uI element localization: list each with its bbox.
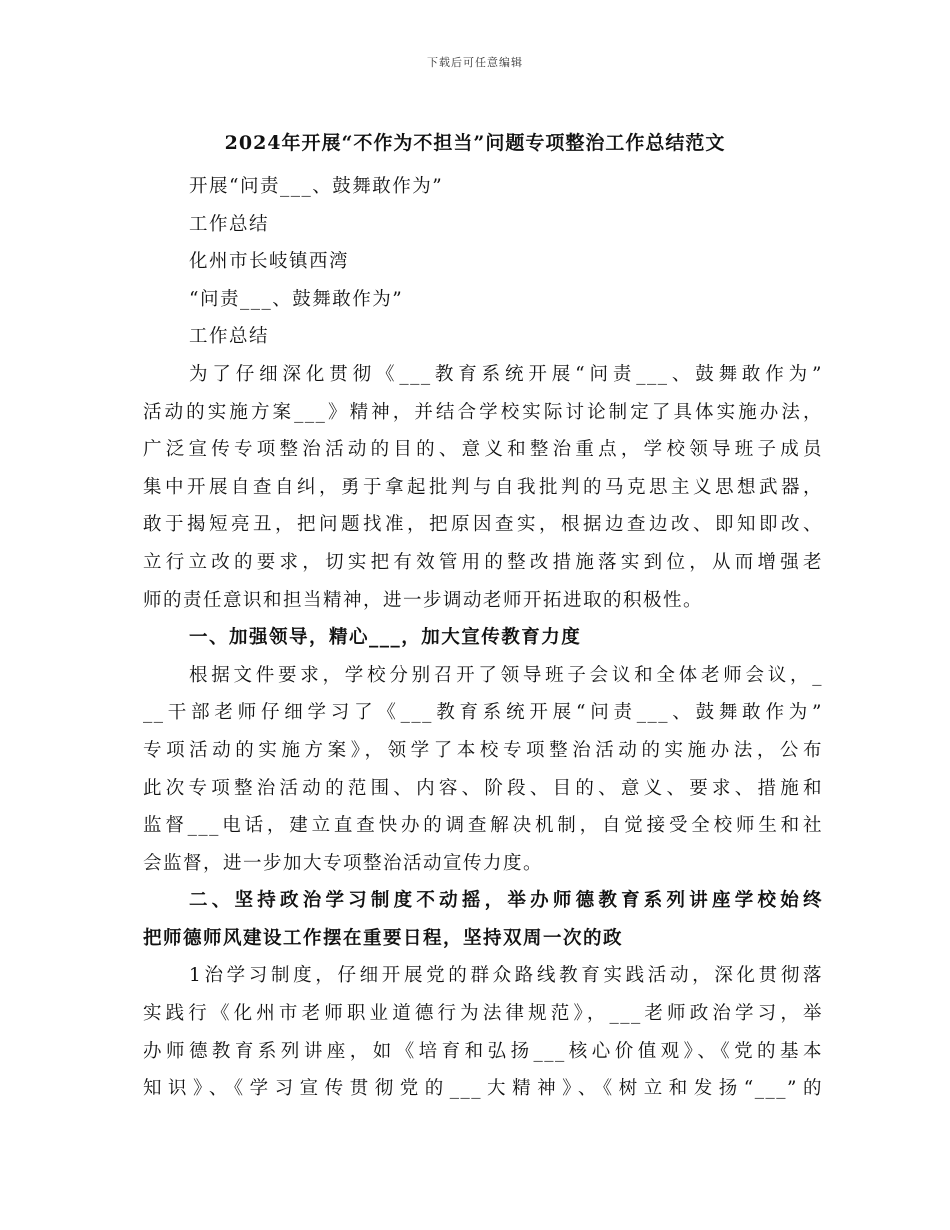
paragraph-line: 活动的实施方案___》精神，并结合学校实际讨论制定了具体实施办法， [143,401,823,423]
paragraph-line: 化州市长岐镇西湾 [189,251,350,273]
paragraph-line: 实践行《化州市老师职业道德行为法律规范》，___老师政治学习，举 [143,1003,823,1025]
section-heading-line: 一、加强领导，精心___，加大宣传教育力度 [189,627,582,649]
paragraph-line: 师的责任意识和担当精神，进一步调动老师开拓进取的积极性。 [143,589,704,611]
section-heading-line: 把师德师风建设工作摆在重要日程，坚持双周一次的政 [143,927,624,949]
paragraph-line: 开展“问责___、鼓舞敢作为” [189,176,444,197]
paragraph-line: 知识》、《学习宣传贯彻党的___大精神》、《树立和发扬“___”的 [143,1078,823,1100]
document-body [143,168,823,1108]
paragraph-line: 为了仔细深化贯彻《___教育系统开展“问责___、鼓舞敢作为” [189,363,823,385]
paragraph-line: 广泛宣传专项整治活动的目的、意义和整治重点，学校领导班子成员 [143,439,823,461]
paragraph-line: 此次专项整治活动的范围、内容、阶段、目的、意义、要求、措施和 [143,777,823,799]
document-title: 2024年开展“不作为不担当”问题专项整治工作总结范文 [224,132,726,154]
paragraph-line: 工作总结 [189,213,270,235]
paragraph-line: “问责___、鼓舞敢作为” [189,288,404,310]
paragraph-line: 办师德教育系列讲座，如《培育和弘扬___核心价值观》、《党的基本 [143,1040,823,1062]
paragraph-line: 监督___电话，建立直查快办的调查解决机制，自觉接受全校师生和社 [143,815,823,837]
paragraph-line: 工作总结 [189,326,270,348]
paragraph-line: 专项活动的实施方案》，领学了本校专项整治活动的实施办法，公布 [143,739,823,761]
paragraph-line: 立行立改的要求，切实把有效管用的整改措施落实到位，从而增强老 [143,551,823,573]
paragraph-line: __干部老师仔细学习了《___教育系统开展“问责___、鼓舞敢作为” [143,702,823,724]
paragraph-line: 集中开展自查自纠，勇于拿起批判与自我批判的马克思主义思想武器， [143,476,823,498]
section-heading-line: 二、坚持政治学习制度不动摇，举办师德教育系列讲座学校始终 [189,890,823,912]
header-note: 下载后可任意编辑 [427,56,523,69]
paragraph-line: 会监督，进一步加大专项整治活动宣传力度。 [143,852,544,874]
paragraph-line: 敢于揭短亮丑，把问题找准，把原因查实，根据边查边改、即知即改、 [143,514,823,536]
paragraph-line: 1治学习制度，仔细开展党的群众路线教育实践活动，深化贯彻落 [189,965,823,987]
paragraph-line: 根据文件要求，学校分别召开了领导班子会议和全体老师会议，_ [189,664,823,686]
